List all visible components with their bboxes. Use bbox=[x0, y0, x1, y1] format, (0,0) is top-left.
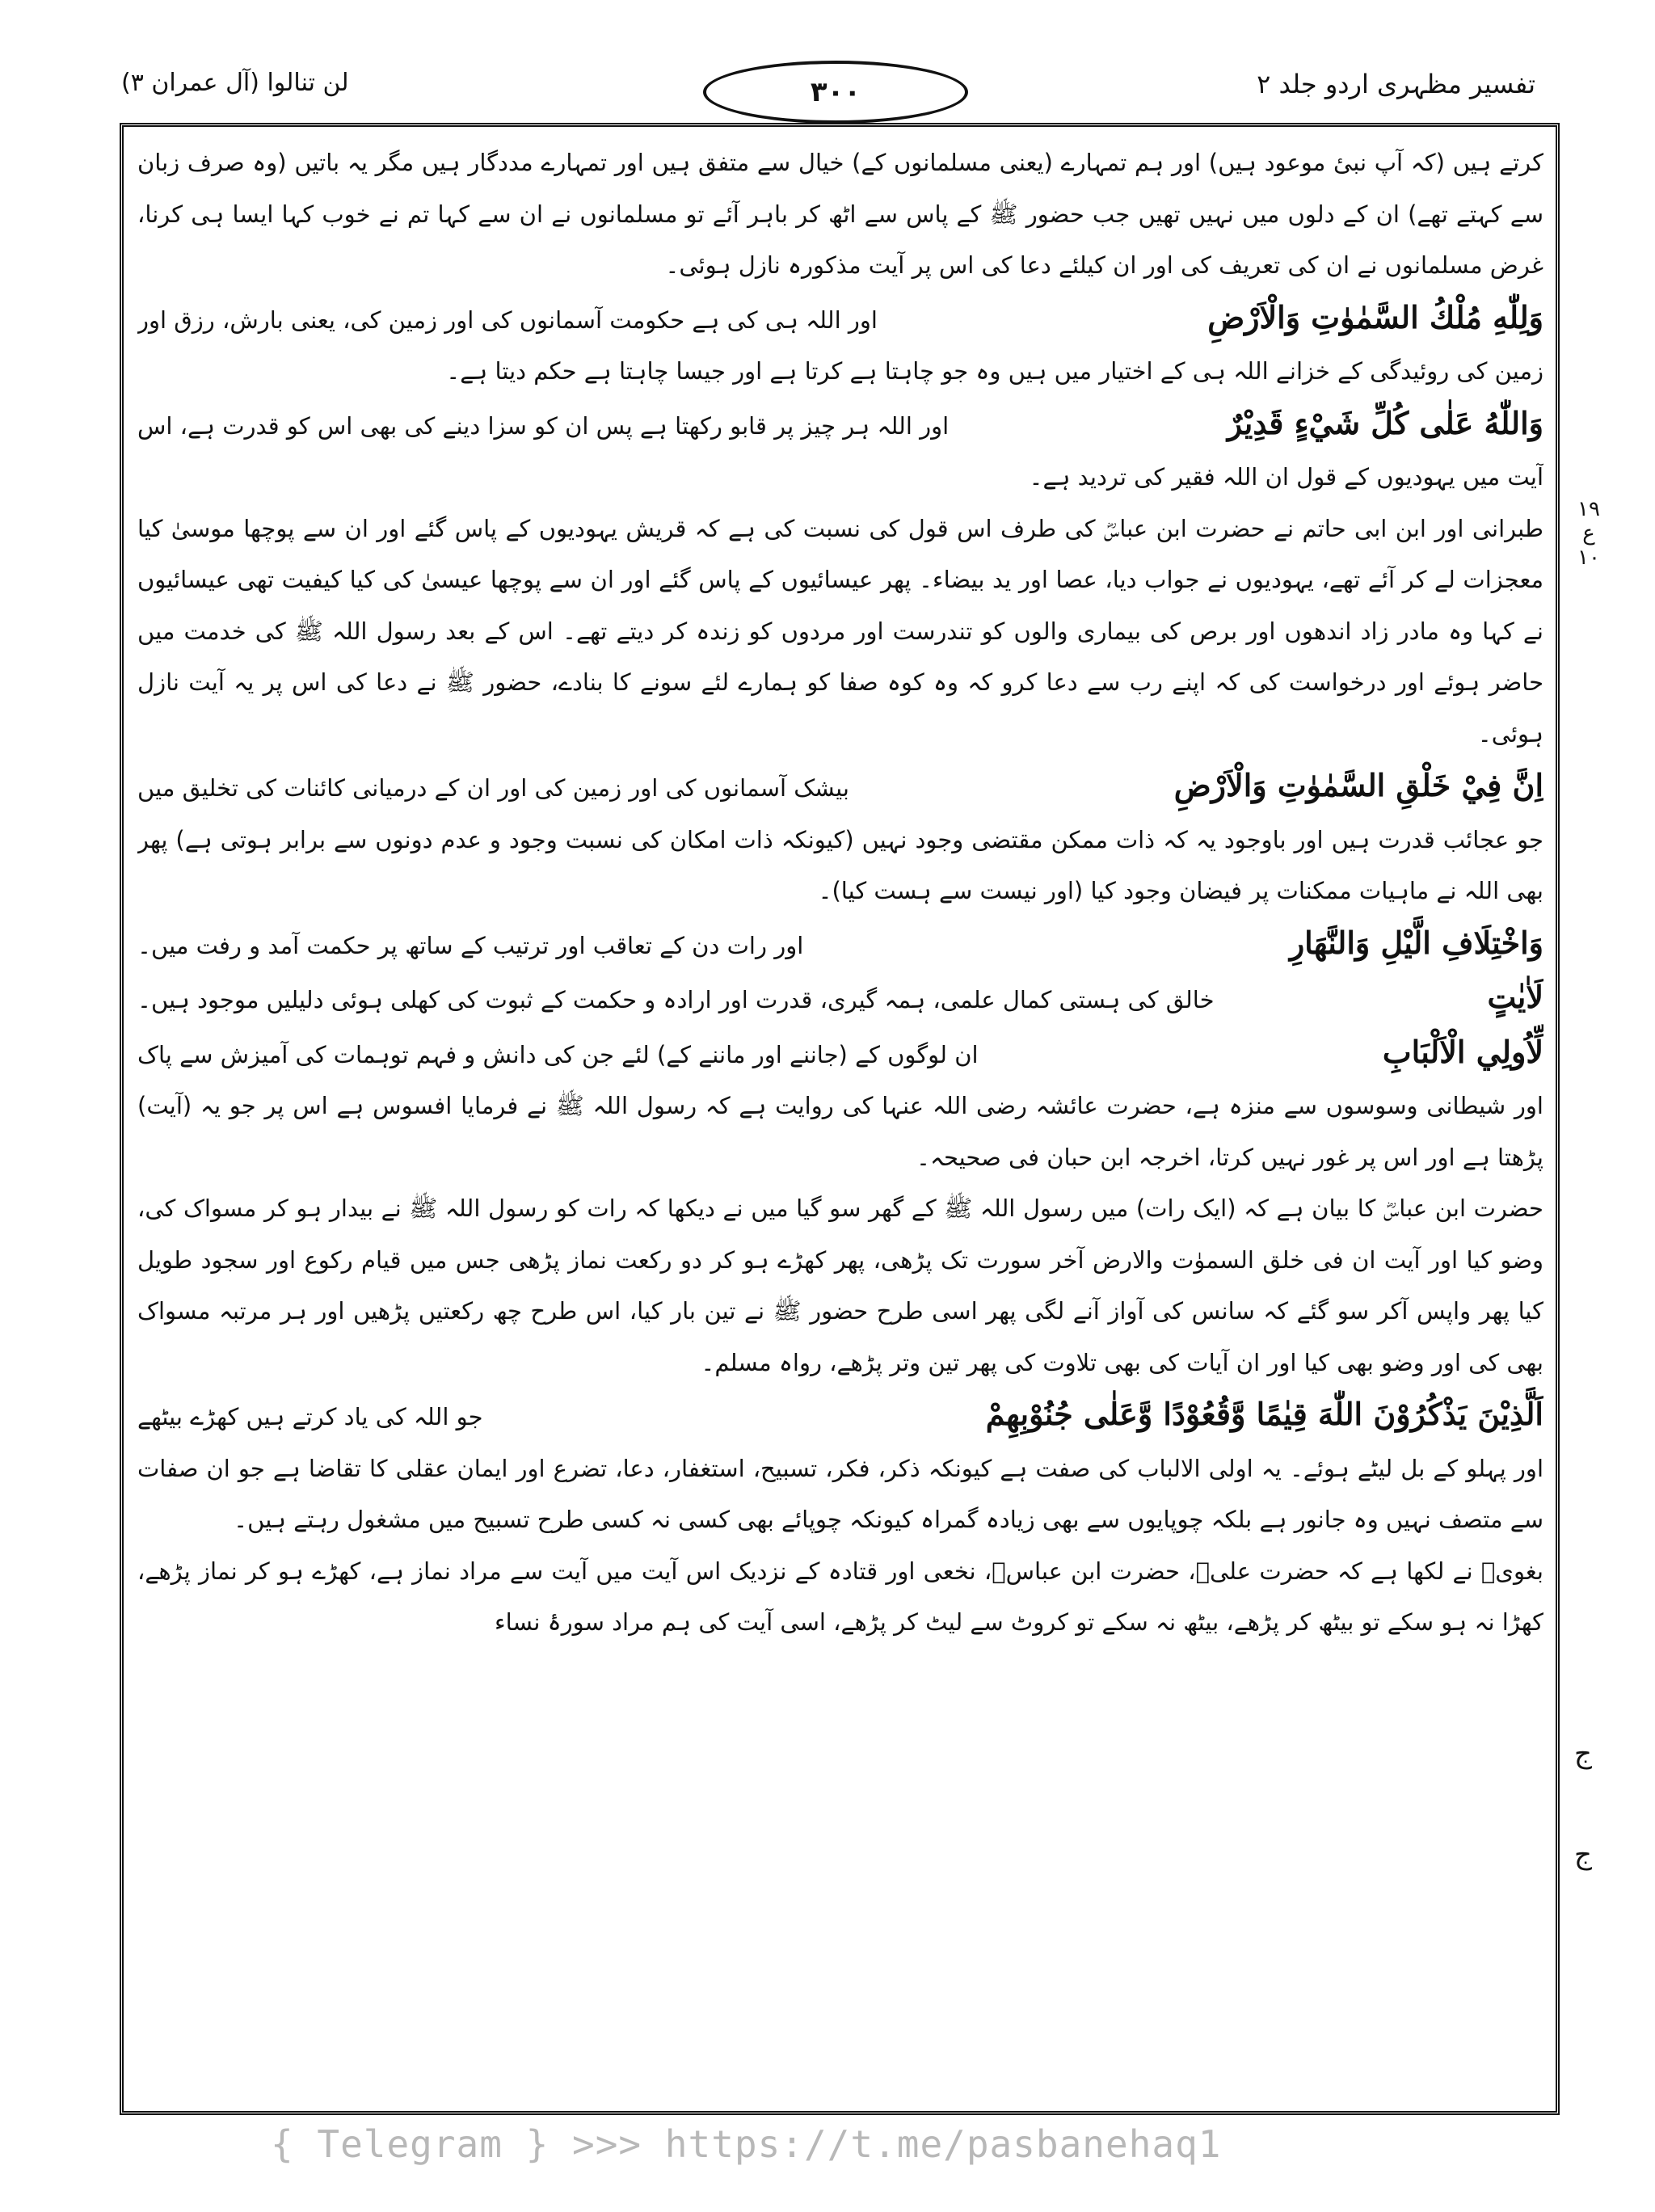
verse-5 bbox=[137, 971, 1543, 1026]
verse-4-arabic: وَاخْتِلَافِ الَّيْلِ وَالنَّهَارِ bbox=[1289, 924, 1543, 961]
verse-6-arabic: لِّاُولِي الْاَلْبَابِ bbox=[1382, 1033, 1543, 1070]
paragraph-4: طبرانی اور ابن ابی حاتم نے حضرت ابن عباسؓ کی طرف اس قول کی نسبت کی ہے کہ قریش یہودیوں کے پاس گئے اور ان سے پوچھا موسیٰ کیا معجزات لے کر آئے تھے، یہودیوں نے جواب دیا، عصا اور ید بیضاء۔ پھر عیسائیوں کے پاس گئے اور ان سے پوچھا عیسیٰ کی کیا کیفیت تھی عیسائیوں نے کہا وہ مادر زاد اندھوں اور برص کی بیماری والوں کو تندرست اور مردوں کو زندہ کر دیتے تھے۔ اس کے بعد رسول اللہ ﷺ کی خدمت میں حاضر ہوئے اور درخواست کی کہ اپنے رب سے دعا کرو کہ وہ کوہ صفا کو ہمارے لئے سونے کا بنادے، حضور ﷺ نے دعا کی اس پر یہ آیت نازل ہوئی۔ bbox=[137, 514, 1543, 748]
verse-3 bbox=[137, 760, 1543, 815]
telegram-watermark: { Telegram } >>> https://t.me/pasbanehaq1 bbox=[271, 2122, 1222, 2166]
verse-5-arabic: لَاٰيٰتٍ bbox=[1487, 979, 1543, 1015]
verse-1 bbox=[137, 292, 1543, 347]
page-body bbox=[137, 137, 1543, 2101]
verse-2-translation: اور اللہ ہر چیز پر قابو رکھتا ہے پس ان کو سزا دینے کی بھی اس کو قدرت ہے، اس bbox=[137, 411, 950, 440]
ruku-marker: ۱۹ ع ۱۰ bbox=[1577, 497, 1600, 570]
paragraph-9: بغویؒ نے لکھا ہے کہ حضرت علیؓ، حضرت ابن عباسؓ، نخعی اور قتادہ کے نزدیک اس آیت میں آیت سے مراد نماز ہے، کھڑے ہو کر نماز پڑھے، کھڑا نہ ہو سکے تو بیٹھ کر پڑھے، بیٹھ نہ سکے تو کروٹ سے لیٹ کر پڑھے، اسی آیت کی ہم مراد سورۂ نساء bbox=[137, 1557, 1543, 1636]
verse-5-translation: خالق کی ہستی کمال علمی، ہمہ گیری، قدرت اور ارادہ و حکمت کے ثبوت کی کھلی ہوئی دلیلیں موجود ہیں۔ bbox=[137, 986, 1215, 1013]
margin-mark-2: ج bbox=[1574, 1839, 1592, 1871]
page-header bbox=[97, 61, 1568, 125]
book-title: تفسیر مظہری اردو جلد ۲ bbox=[1257, 69, 1535, 99]
verse-4-translation: اور رات دن کے تعاقب اور ترتیب کے ساتھ پر حکمت آمد و رفت میں۔ bbox=[137, 931, 804, 959]
verse-6 bbox=[137, 1026, 1543, 1081]
verse-6-translation: ان لوگوں کے (جاننے اور ماننے کے) لئے جن کی دانش و فہم توہمات کی آمیزش سے پاک bbox=[137, 1040, 979, 1068]
verse-4 bbox=[137, 917, 1543, 972]
verse-2-arabic: وَاللّٰهُ عَلٰى كُلِّ شَيْءٍ قَدِيْرٌ bbox=[1227, 404, 1543, 441]
paragraph-2: زمین کی روئیدگی کے خزانے اللہ ہی کے اختیار میں ہیں وہ جو چاہتا ہے کرتا ہے اور جیسا چاہتا ہے حکم دیتا ہے۔ bbox=[446, 357, 1543, 385]
paragraph-1: کرتے ہیں (کہ آپ نبیٔ موعود ہیں) اور ہم تمہارے (یعنی مسلمانوں کے) خیال سے متفق ہیں اور تمہارے مددگار ہیں مگر یہ باتیں (وہ صرف زبان سے کہتے تھے) ان کے دلوں میں نہیں تھیں جب حضور ﷺ کے پاس سے اٹھ کر باہر آئے تو مسلمانوں نے ان سے کہا تم نے خوب کہا ایسا ہی کرنا، غرض مسلمانوں نے ان کی تعریف کی اور ان کیلئے دعا کی اس پر آیت مذکورہ نازل ہوئی۔ bbox=[137, 149, 1543, 279]
margin-mark-1: ج bbox=[1574, 1738, 1592, 1770]
verse-7-arabic: اَلَّذِيْنَ يَذْكُرُوْنَ اللّٰهَ قِيٰمًا وَّقُعُوْدًا وَّعَلٰى جُنُوْبِهِمْ bbox=[985, 1396, 1543, 1432]
paragraph-5: جو عجائب قدرت ہیں اور باوجود یہ کہ ذات ممکن مقتضی وجود نہیں (کیونکہ ذات امکان کی نسبت وجود و عدم دونوں سے برابر ہوتی ہے) پھر بھی اللہ نے ماہیات ممکنات پر فیضان وجود کیا (اور نیست سے ہست کیا)۔ bbox=[137, 825, 1543, 904]
verse-3-arabic: اِنَّ فِيْ خَلْقِ السَّمٰوٰتِ وَالْاَرْضِ bbox=[1173, 767, 1543, 803]
verse-1-translation: اور اللہ ہی کی ہے حکومت آسمانوں کی اور زمین کی، یعنی بارش، رزق اور bbox=[137, 305, 878, 334]
paragraph-7: حضرت ابن عباسؓ کا بیان ہے کہ (ایک رات) میں رسول اللہ ﷺ کے گھر سو گیا میں نے دیکھا کہ رات کو رسول اللہ ﷺ نے بیدار ہو کر مسواک کی، وضو کیا اور آیت ان فی خلق السموٰت والارض آخر سورت تک پڑھی، پھر کھڑے ہو کر دو رکعت نماز پڑھی جس میں قیام رکوع اور سجود طویل کیا پھر واپس آکر سو گئے کہ سانس کی آواز آنے لگی پھر اسی طرح حضور ﷺ نے تین بار کیا، اس طرح چھ رکعتیں پڑھیں اور ہر مرتبہ مسواک بھی کی اور وضو بھی کیا اور ان آیات کی بھی تلاوت کی پھر تین وتر پڑھے، رواہ مسلم۔ bbox=[137, 1194, 1543, 1376]
verse-7-translation: جو اللہ کی یاد کرتے ہیں کھڑے بیٹھے bbox=[137, 1403, 483, 1430]
verse-1-arabic: وَلِلّٰهِ مُلْكُ السَّمٰوٰتِ وَالْاَرْضِ bbox=[1207, 298, 1543, 335]
paragraph-3: آیت میں یہودیوں کے قول ان اللہ فقیر کی تردید ہے۔ bbox=[1029, 463, 1543, 491]
chapter-title: لن تنالوا (آل عمران ۳) bbox=[121, 69, 349, 97]
paragraph-6: اور شیطانی وسوسوں سے منزہ ہے، حضرت عائشہ رضی اللہ عنہا کی روایت ہے کہ رسول اللہ ﷺ نے فرمایا افسوس ہے اس پر جو یہ (آیت) پڑھتا ہے اور اس پر غور نہیں کرتا، اخرجہ ابن حبان فی صحیحہ۔ bbox=[137, 1092, 1543, 1171]
verse-2 bbox=[137, 398, 1543, 453]
page-number: ۳۰۰ bbox=[703, 61, 968, 124]
verse-3-translation: بیشک آسمانوں کی اور زمین کی اور ان کے درمیانی کائنات کی تخلیق میں bbox=[137, 774, 849, 802]
paragraph-8: اور پہلو کے بل لیٹے ہوئے۔ یہ اولی الالباب کی صفت ہے کیونکہ ذکر، فکر، تسبیح، استغفار، دعا، تضرع اور ایمان عقلی کا تقاضا ہے جو ان صفات سے متصف نہیں وہ جانور ہے بلکہ چوپایوں سے بھی زیادہ گمراہ کیونکہ چوپائے بھی کسی نہ کسی طرح تسبیح میں مشغول رہتے ہیں۔ bbox=[137, 1454, 1543, 1533]
verse-7 bbox=[137, 1388, 1543, 1443]
